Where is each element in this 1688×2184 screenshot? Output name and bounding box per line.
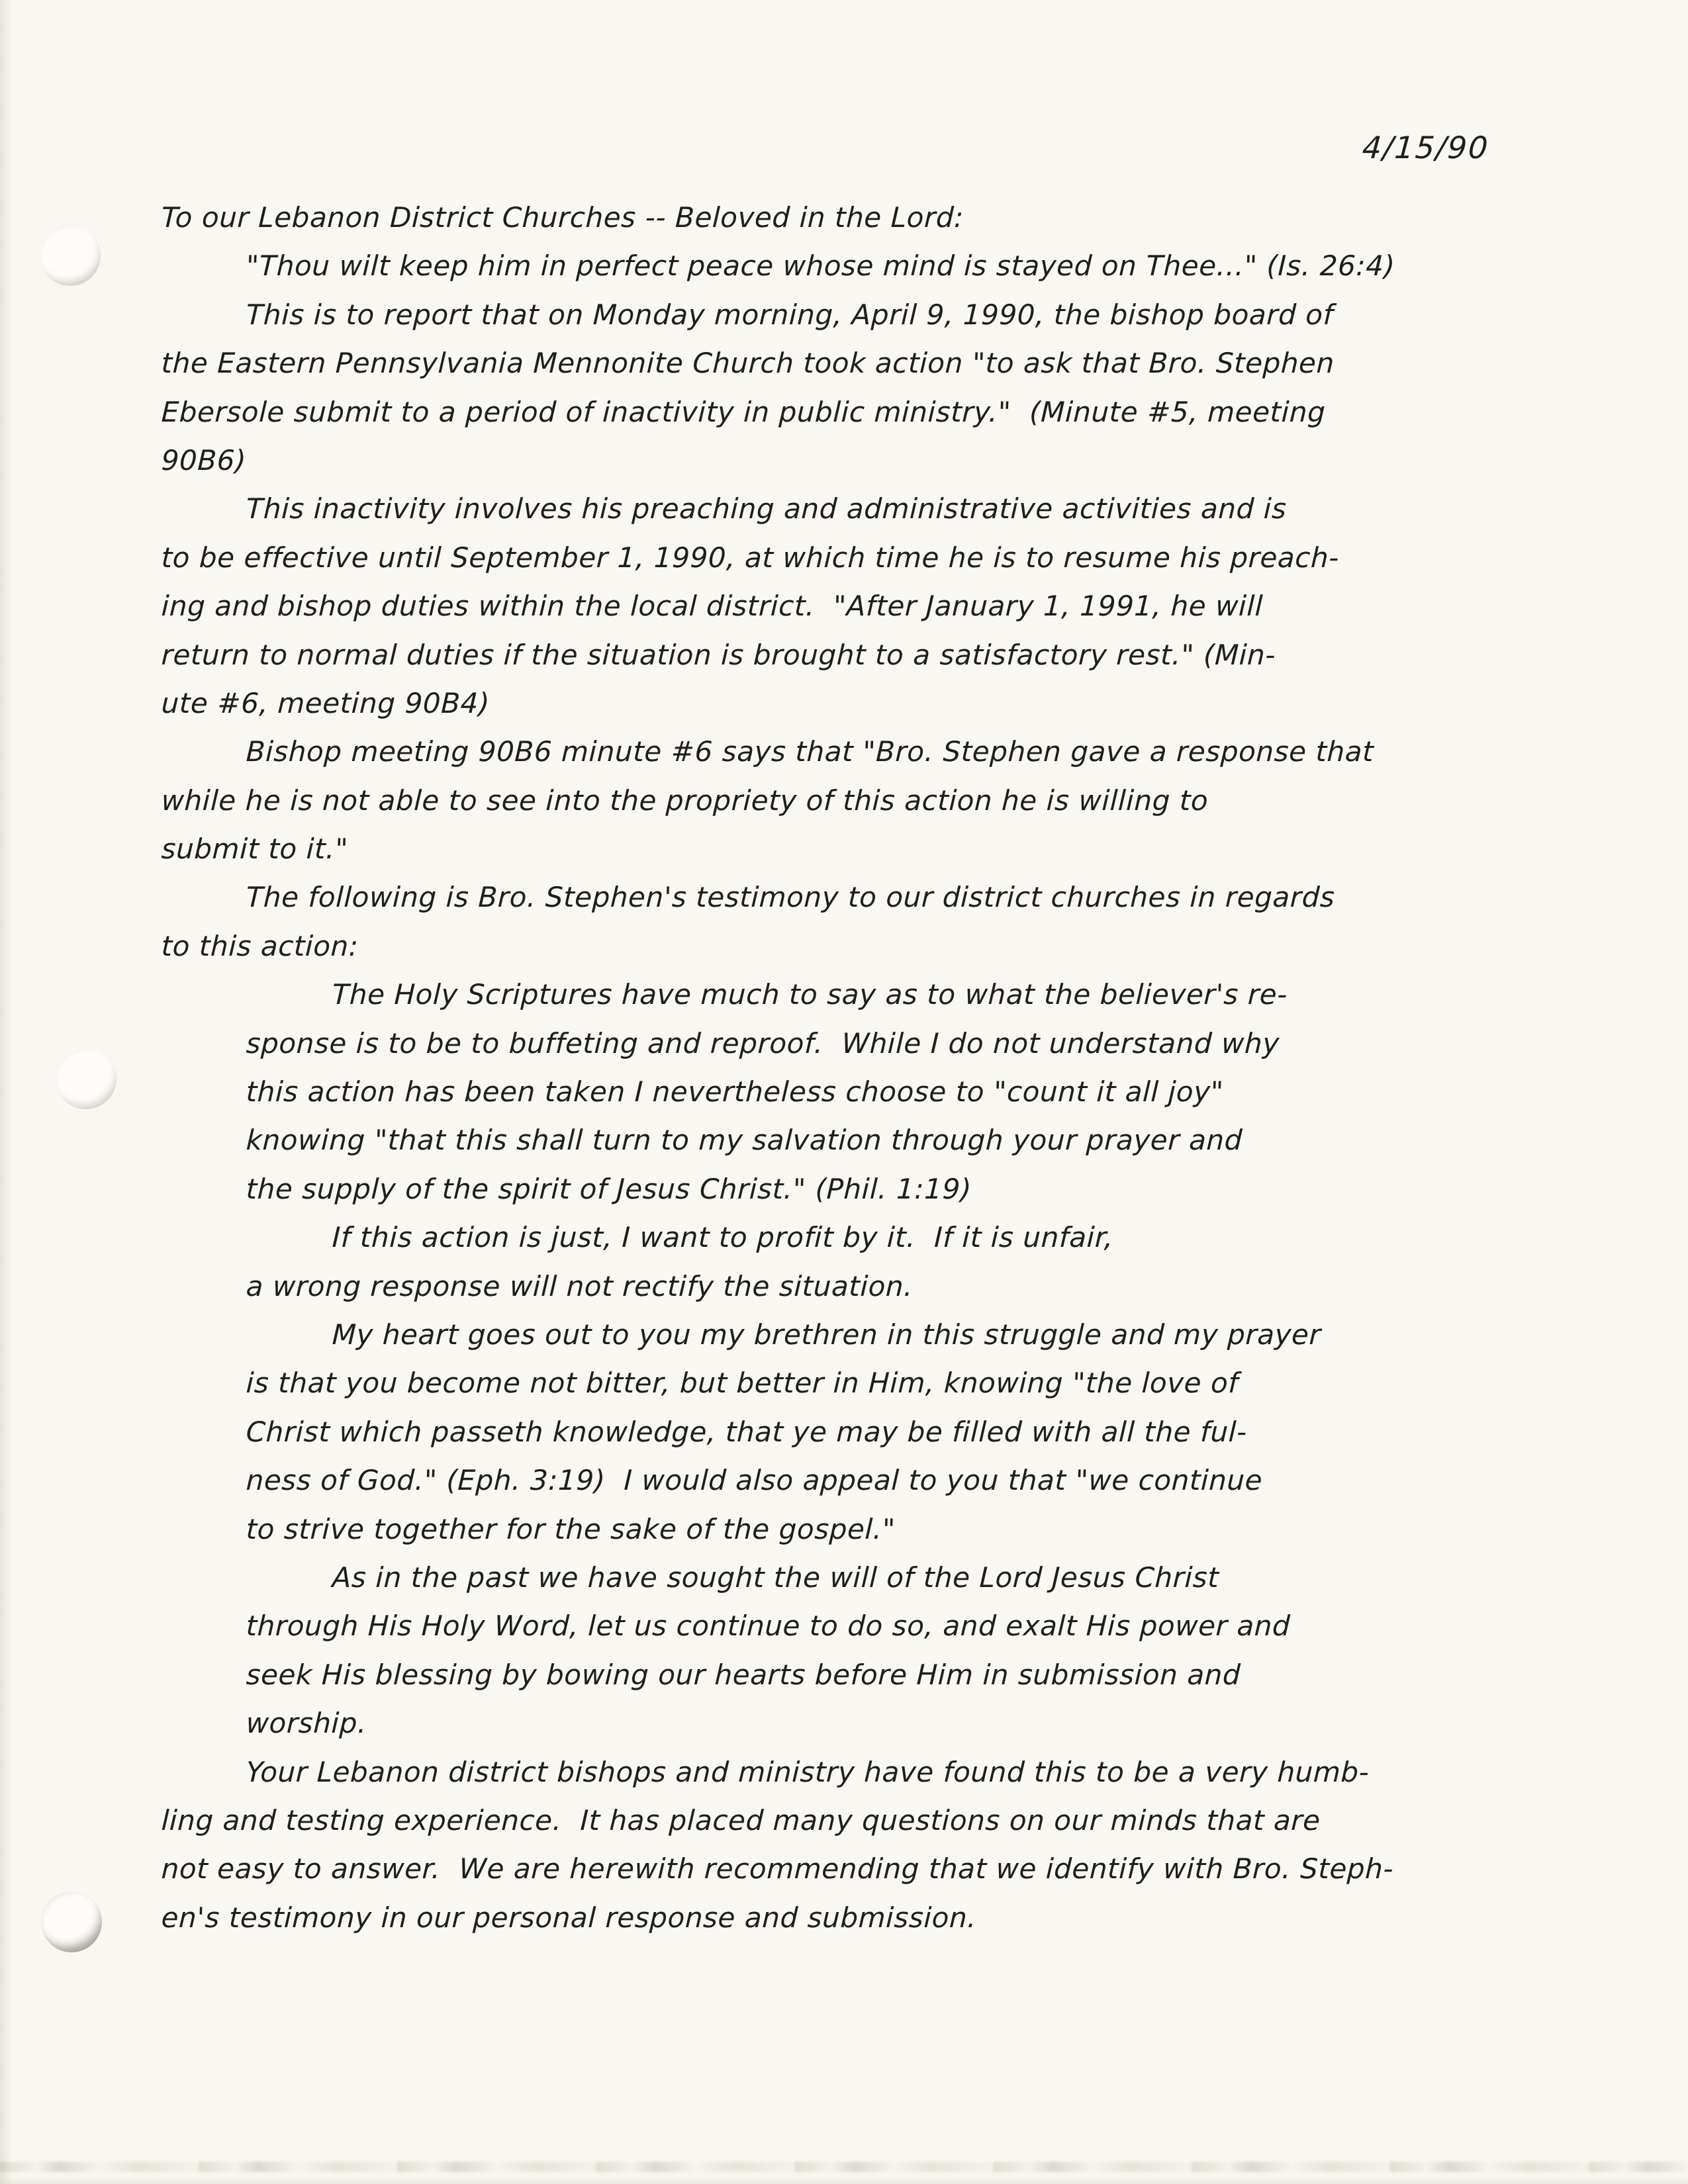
text-line: not easy to answer. We are herewith recommending that we identify with Bro. Steph-: [160, 1852, 1395, 1886]
text-line: Christ which passeth knowledge, that ye may be filled with all the ful-: [245, 1415, 1248, 1448]
text-line: My heart goes out to you my brethren in this struggle and my prayer: [331, 1318, 1322, 1351]
text-line: The following is Bro. Stephen's testimony to our district churches in regards: [245, 881, 1336, 914]
text-line: to strive together for the sake of the gospel.": [245, 1512, 896, 1545]
text-line: ness of God." (Eph. 3:19) I would also appeal to you that "we continue: [245, 1464, 1264, 1497]
text-line: is that you become not bitter, but better in Him, knowing "the love of: [245, 1367, 1239, 1400]
text-line: ing and bishop duties within the local district. "After January 1, 1991, he will: [160, 590, 1264, 623]
text-line: ling and testing experience. It has placed many questions on our minds that are: [160, 1803, 1321, 1837]
text-line: worship.: [245, 1707, 367, 1740]
letter-date: 4/15/90: [1361, 130, 1491, 165]
text-line: 90B6): [160, 443, 247, 477]
text-line: return to normal duties if the situation is brought to a satisfactory rest." (Min-: [160, 638, 1277, 671]
text-line: As in the past we have sought the will of the Lord Jesus Christ: [331, 1561, 1220, 1594]
punch-hole-middle: [56, 1048, 117, 1109]
text-line: this action has been taken I nevertheless choose to "count it all joy": [245, 1075, 1225, 1109]
text-line: seek His blessing by bowing our hearts before Him in submission and: [245, 1658, 1242, 1691]
letter-body: [162, 193, 1559, 1942]
text-line: Ebersole submit to a period of inactivity in public ministry." (Minute #5, meeting: [160, 395, 1327, 428]
text-line: This inactivity involves his preaching and administrative activities and is: [245, 492, 1288, 525]
text-line: "Thou wilt keep him in perfect peace whose mind is stayed on Thee..." (Is. 26:4): [245, 250, 1396, 283]
text-line: Your Lebanon district bishops and ministry have found this to be a very humb-: [245, 1755, 1370, 1788]
text-line: to this action:: [160, 929, 359, 962]
text-line: This is to report that on Monday morning, April 9, 1990, the bishop board of: [245, 298, 1334, 331]
text-line: submit to it.": [160, 833, 349, 866]
punch-hole-top: [40, 225, 101, 286]
scan-smudge: [0, 2161, 1688, 2172]
text-line: sponse is to be to buffeting and reproof. While I do not understand why: [245, 1026, 1280, 1060]
text-line: while he is not able to see into the propriety of this action he is willing to: [160, 784, 1209, 817]
text-line: If this action is just, I want to profit by it. If it is unfair,: [331, 1221, 1114, 1254]
text-line: to be effective until September 1, 1990, at which time he is to resume his preach-: [160, 541, 1340, 574]
punch-hole-bottom: [41, 1891, 102, 1952]
text-line: To our Lebanon District Churches -- Beloved in the Lord:: [160, 201, 964, 234]
text-line: the Eastern Pennsylvania Mennonite Church took action "to ask that Bro. Stephen: [160, 347, 1335, 380]
text-line: Bishop meeting 90B6 minute #6 says that "Bro. Stephen gave a response that: [245, 735, 1375, 768]
text-line: the supply of the spirit of Jesus Christ." (Phil. 1:19): [245, 1172, 972, 1205]
text-line: knowing "that this shall turn to my salvation through your prayer and: [245, 1124, 1243, 1157]
text-line: en's testimony in our personal response and submission.: [160, 1901, 978, 1934]
text-line: through His Holy Word, let us continue to do so, and exalt His power and: [245, 1610, 1291, 1643]
text-line: a wrong response will not rectify the situation.: [245, 1269, 914, 1302]
text-line: The Holy Scriptures have much to say as to what the believer's re-: [331, 978, 1288, 1011]
text-line: ute #6, meeting 90B4): [160, 686, 491, 719]
